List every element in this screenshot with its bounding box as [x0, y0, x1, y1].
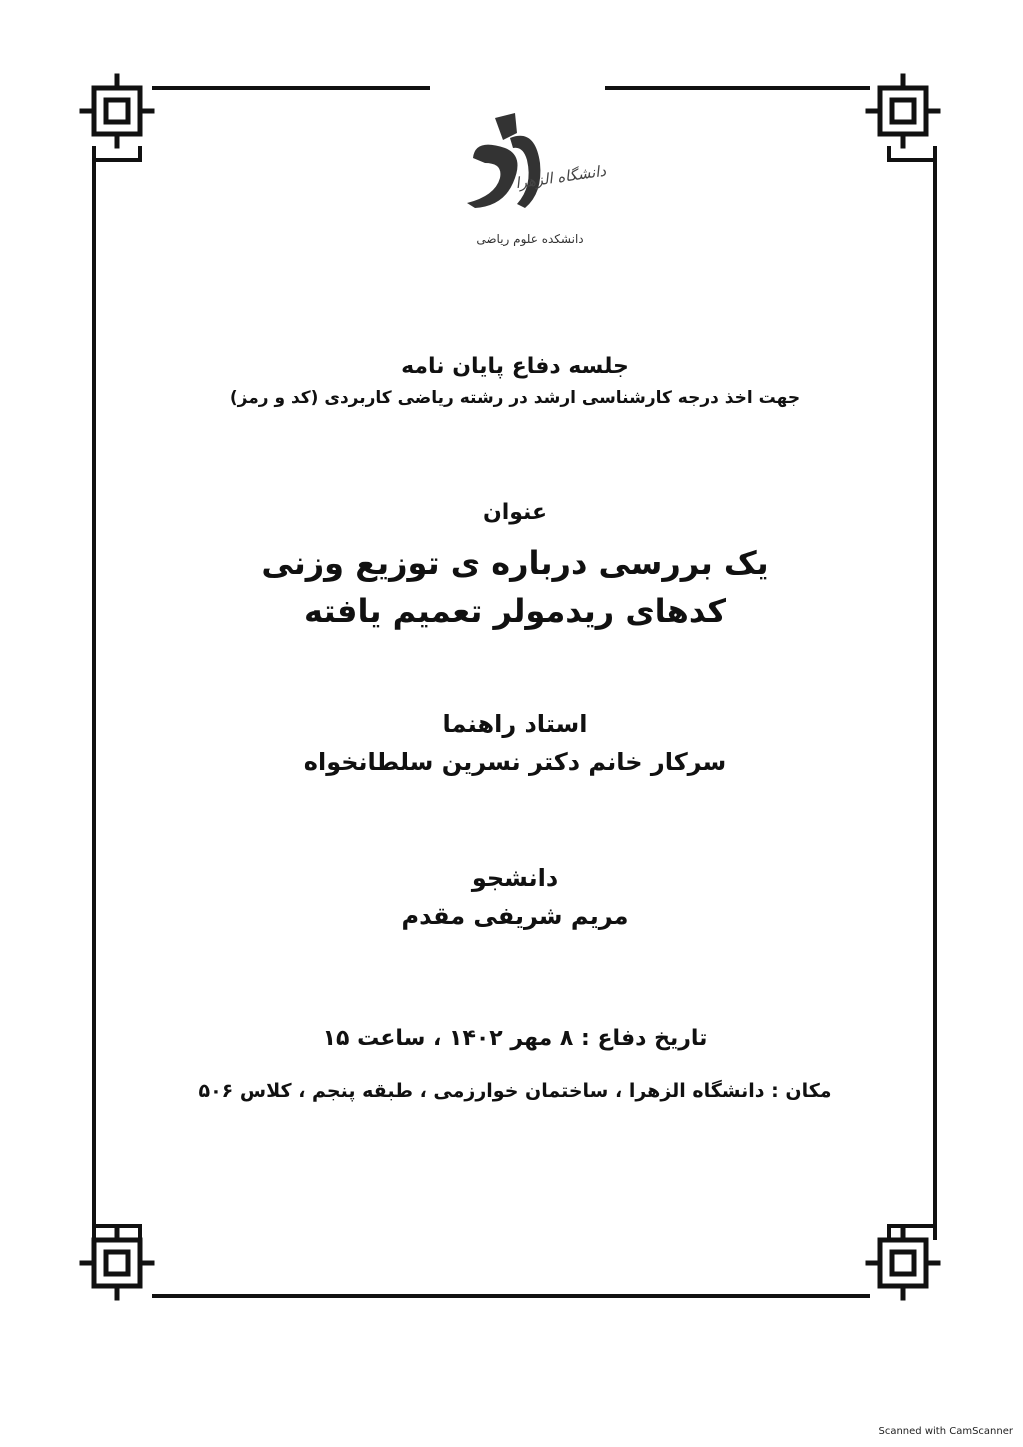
scanner-watermark: Scanned with CamScanner — [878, 1426, 1013, 1437]
logo-lettering: دانشگاه الزهرا — [514, 161, 608, 193]
faculty-caption: دانشکده علوم ریاضی — [476, 232, 584, 246]
degree-line: جهت اخذ درجه کارشناسی ارشد در رشته ریاضی کاربردی (کد و رمز) — [229, 388, 801, 408]
defense-location: مکان : دانشگاه الزهرا ، ساختمان خوارزمی ، طبقه پنجم ، کلاس ۵۰۶ — [198, 1080, 832, 1102]
university-logo — [455, 108, 608, 258]
advisor-label: استاد راهنما — [442, 710, 588, 738]
corner-ornament-top-right — [868, 76, 938, 146]
corner-ornament-top-left — [82, 76, 152, 146]
student-label: دانشجو — [471, 864, 559, 892]
title-label: عنوان — [482, 500, 548, 525]
defense-date: تاریخ دفاع : ۸ مهر ۱۴۰۲ ، ساعت ۱۵ — [322, 1026, 708, 1051]
advisor-name: سرکار خانم دکتر نسرین سلطانخواه — [303, 748, 727, 776]
thesis-title-line-2: کدهای ریدمولر تعمیم یافته — [304, 592, 726, 630]
student-name: مریم شریفی مقدم — [401, 902, 629, 930]
thesis-title-line-1: یک بررسی درباره ی توزیع وزنی — [261, 544, 769, 582]
frame-lines — [94, 88, 935, 1296]
session-heading: جلسه دفاع پایان نامه — [401, 354, 629, 379]
corner-ornament-bottom-right — [868, 1228, 938, 1298]
